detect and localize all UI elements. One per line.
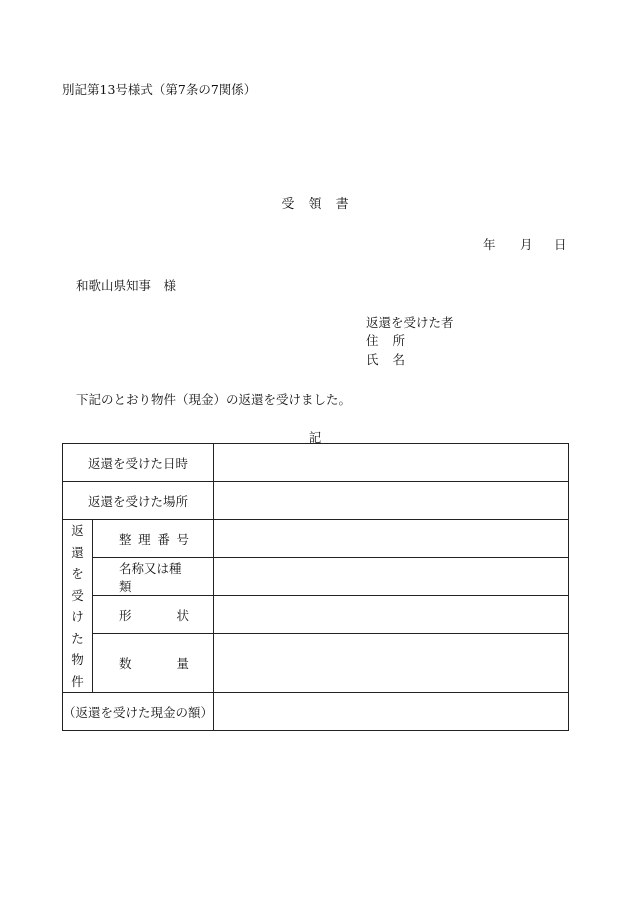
shape-field[interactable] (214, 596, 569, 634)
receiver-address-label (366, 331, 405, 349)
table-row (63, 558, 569, 596)
title-char: 書 (335, 197, 349, 212)
table-row (63, 693, 569, 731)
detail-table (62, 443, 569, 731)
returned-item-group-label: 返 還 を 受 け た 物 件 (63, 520, 93, 693)
title-char: 領 (308, 197, 322, 212)
date-time-field[interactable] (214, 444, 569, 482)
table-row (63, 634, 569, 693)
reference-number-label: 整 理 番 号 (93, 520, 214, 558)
shape-label: 形 状 (93, 596, 214, 634)
title-char: 受 (281, 197, 295, 212)
ki-heading: 記 (308, 430, 322, 445)
kind-field[interactable] (214, 558, 569, 596)
receiver-heading: 返還を受けた者 (366, 315, 454, 330)
table-row (63, 482, 569, 520)
date-month-label: 月 (520, 237, 533, 252)
place-field[interactable] (214, 482, 569, 520)
statement: 下記のとおり物件（現金）の返還を受けました。 (76, 392, 352, 407)
address-char: 住 (366, 333, 379, 348)
name-char: 名 (392, 352, 406, 367)
kind-label: 名称又は種類 (93, 558, 214, 596)
table-row (63, 520, 569, 558)
name-char: 氏 (366, 352, 379, 367)
quantity-label: 数 量 (93, 634, 214, 693)
receiver-name-label (366, 350, 405, 368)
table-row (63, 444, 569, 482)
form-code: 別記第13号様式（第7条の7関係） (62, 82, 257, 97)
addressee: 和歌山県知事 様 (76, 278, 177, 293)
table-row (63, 596, 569, 634)
place-label: 返還を受けた場所 (63, 482, 214, 520)
date-day-label: 日 (554, 237, 567, 252)
reference-number-field[interactable] (214, 520, 569, 558)
address-char: 所 (392, 333, 406, 348)
cash-amount-label: （返還を受けた現金の額） (63, 693, 214, 731)
date-time-label: 返還を受けた日時 (63, 444, 214, 482)
document-title (0, 193, 630, 212)
date-year-label: 年 (483, 237, 496, 252)
quantity-field[interactable] (214, 634, 569, 693)
cash-amount-field[interactable] (214, 693, 569, 731)
